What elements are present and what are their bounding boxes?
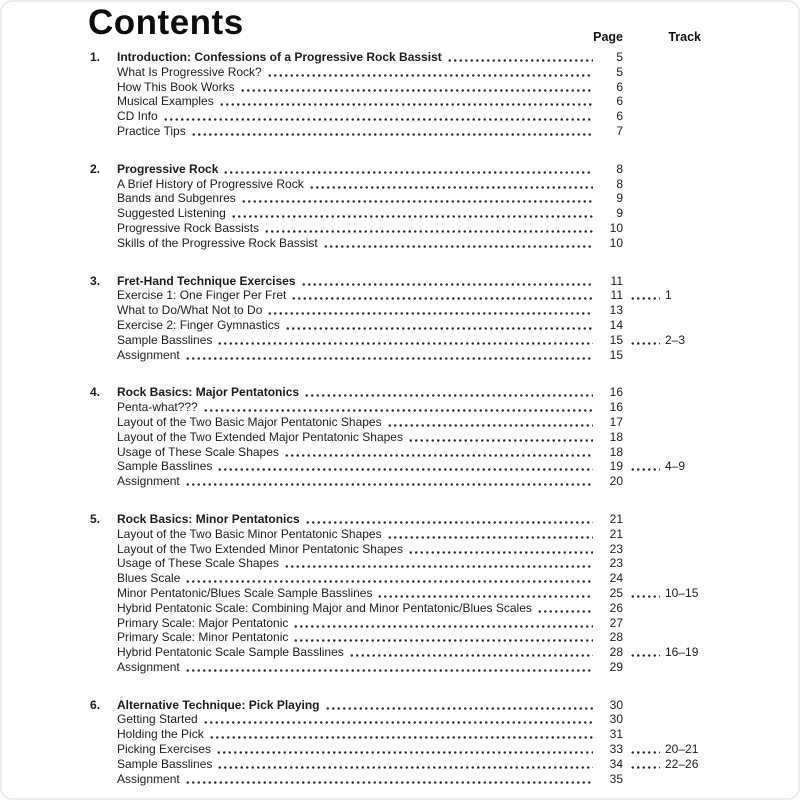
toc-section-heading-row [90,512,701,527]
toc-entry-title: Assignment [117,347,180,362]
dot-leader [408,542,593,557]
toc-section [90,698,701,787]
track-cell [623,162,701,177]
toc-entry-number [90,191,117,206]
page-number: 33 [609,742,623,757]
dot-leader [267,65,593,80]
track-dot-leader [630,645,660,660]
page-number: 24 [609,571,623,586]
toc-entry-number [90,124,117,139]
page-number: 35 [609,771,623,786]
toc-item-row [90,527,701,542]
track-cell [623,236,701,251]
page-number: 11 [610,288,623,303]
toc-entry-number [90,348,117,363]
toc-item-row [90,348,701,363]
toc-section [90,274,701,363]
toc-entry-title: A Brief History of Progressive Rock [117,176,304,191]
toc-entry-title: Layout of the Two Basic Minor Pentatonic Shapes [117,526,382,541]
toc-section [90,50,701,139]
toc-entry-title: Holding the Pick [117,727,204,742]
page-number: 23 [609,556,623,571]
dot-leader [223,162,593,177]
track-cell [623,400,701,415]
page-number: 27 [609,615,623,630]
track-dot-leader [630,288,660,303]
dot-leader [447,50,593,65]
toc-item-row [90,236,701,251]
track-cell [623,65,701,80]
toc-entry-title: Fret-Hand Technique Exercises [117,273,296,288]
toc-entry-number [90,288,117,303]
toc-entry-number: 4. [90,385,101,400]
page-number: 28 [609,630,623,645]
toc-item-row [90,333,701,348]
track-cell [623,80,701,95]
track-number: 4–9 [665,459,686,474]
dot-leader [185,348,593,363]
track-cell [623,191,701,206]
page-number: 26 [609,600,623,615]
toc-entry-number [90,318,117,333]
toc-entry-number [90,65,117,80]
track-cell [623,727,701,742]
toc-entry-number [90,727,117,742]
page-number: 6 [616,79,623,94]
dot-leader [185,660,593,675]
toc-entry-title: Layout of the Two Extended Major Pentatonic Shapes [117,429,403,444]
dot-leader [325,698,594,713]
toc-item-row [90,415,701,430]
toc-entry-number [90,80,117,95]
page-number: 5 [616,64,623,79]
toc-item-row [90,601,701,616]
page-number: 16 [609,385,623,400]
toc-entry-number [90,757,117,772]
toc-entry-number [90,556,117,571]
toc-entry-title: Blues Scale [117,571,181,586]
page-number: 29 [609,659,623,674]
page-number: 10 [609,235,623,250]
toc-item-row [90,191,701,206]
track-cell [623,288,701,303]
toc-item-row [90,742,701,757]
toc-item-row [90,206,701,221]
toc-item-row [90,571,701,586]
page-title: Contents [88,3,244,42]
dot-leader [217,333,593,348]
page-number: 6 [616,109,623,124]
dot-leader [377,586,593,601]
track-cell [623,274,701,289]
toc-item-row [90,727,701,742]
page-number: 23 [609,541,623,556]
toc-entry-title: Picking Exercises [117,742,212,757]
toc-entry-number [90,206,117,221]
track-cell [623,660,701,675]
page-number: 21 [609,511,623,526]
track-cell [623,542,701,557]
toc-item-row [90,712,701,727]
toc-entry-title: Progressive Rock Bassists [117,220,260,235]
toc-item-row [90,645,701,660]
toc-entry-title: Usage of These Scale Shapes [117,556,279,571]
toc-item-row [90,542,701,557]
track-number: 16–19 [665,645,699,660]
toc-item-row [90,94,701,109]
track-number: 1 [665,288,672,303]
track-cell [623,94,701,109]
toc-section [90,162,701,251]
toc-entry-title: Primary Scale: Major Pentatonic [117,615,289,630]
toc-entry-number [90,459,117,474]
dot-leader [304,385,593,400]
track-cell [623,772,701,787]
page-number: 15 [609,347,623,362]
track-cell [623,601,701,616]
toc-entry-number [90,542,117,557]
dot-leader [163,109,593,124]
toc-item-row [90,556,701,571]
track-dot-leader [630,333,660,348]
dot-leader [301,274,594,289]
dot-leader [387,415,593,430]
page-number: 18 [609,429,623,444]
dot-leader [219,94,593,109]
dot-leader [267,303,593,318]
dot-leader [209,727,593,742]
toc-entry-title: Musical Examples [117,94,214,109]
toc-entry-title: Introduction: Confessions of a Progressive Rock Bassist [117,50,442,64]
toc-item-row [90,65,701,80]
track-dot-leader [630,459,660,474]
page-number: 28 [609,645,623,660]
track-cell [623,124,701,139]
toc-entry-number [90,333,117,348]
toc-item-row [90,616,701,631]
track-number: 22–26 [665,756,699,771]
toc-entry-title: What to Do/What Not to Do [117,303,263,318]
toc-item-row [90,660,701,675]
toc-entry-number [90,94,117,109]
toc-entry-title: Layout of the Two Extended Minor Pentatonic Shapes [117,541,403,556]
toc-entry-title: Progressive Rock [117,161,219,176]
toc-entry-title: Usage of These Scale Shapes [117,444,279,459]
toc-item-row [90,303,701,318]
toc-entry-title: Exercise 2: Finger Gymnastics [117,317,280,332]
toc-entry-number [90,221,117,236]
toc-sections [2,50,798,786]
toc-entry-title: What Is Progressive Rock? [117,64,262,79]
toc-entry-number [90,772,117,787]
page-number: 8 [616,176,623,191]
page-number: 34 [609,756,623,771]
column-header-page: Page [593,30,623,44]
toc-item-row [90,318,701,333]
toc-entry-number [90,430,117,445]
page-number: 5 [616,50,623,64]
dot-leader [305,512,593,527]
column-header-track: Track [668,30,701,44]
page-number: 15 [609,332,623,347]
toc-entry-title: Exercise 1: One Finger Per Fret [117,288,287,303]
track-cell [623,512,701,527]
toc-section-heading-row [90,50,701,65]
toc-entry-title: Alternative Technique: Pick Playing [117,697,320,712]
toc-section-heading-row [90,162,701,177]
toc-entry-number: 5. [90,511,101,526]
track-cell [623,109,701,124]
toc-section-heading-row [90,698,701,713]
toc-section [90,385,701,489]
dot-leader [323,236,593,251]
dot-leader [291,288,593,303]
toc-entry-title: Getting Started [117,712,198,727]
toc-entry-number [90,742,117,757]
toc-entry-title: Skills of the Progressive Rock Bassist [117,235,318,250]
track-cell [623,712,701,727]
dot-leader [285,318,593,333]
track-cell [623,630,701,645]
toc-item-row [90,124,701,139]
dot-leader [217,757,593,772]
dot-leader [387,527,593,542]
toc-entry-title: Rock Basics: Major Pentatonics [117,385,300,400]
page-number: 7 [616,123,623,138]
page-number: 10 [609,220,623,235]
track-cell [623,527,701,542]
track-cell [623,742,701,757]
page-number: 19 [609,459,623,474]
toc-entry-title: Assignment [117,659,180,674]
toc-entry-title: Suggested Listening [117,206,226,221]
dot-leader [408,430,593,445]
track-cell [623,318,701,333]
toc-entry-title: Assignment [117,771,180,786]
dot-leader [191,124,593,139]
track-cell [623,645,701,660]
dot-leader [231,206,593,221]
toc-item-row [90,630,701,645]
track-cell [623,616,701,631]
toc-entry-number [90,616,117,631]
track-cell [623,556,701,571]
toc-entry-number [90,236,117,251]
track-cell [623,50,701,65]
toc-item-row [90,757,701,772]
track-dot-leader [630,742,660,757]
toc-item-row [90,586,701,601]
track-cell [623,206,701,221]
track-cell [623,698,701,713]
toc-section [90,512,701,675]
page-number: 14 [609,317,623,332]
page-number: 20 [609,474,623,489]
page-number: 13 [609,303,623,318]
track-cell [623,348,701,363]
track-dot-leader [630,586,660,601]
page-number: 9 [616,206,623,221]
dot-leader [264,221,593,236]
toc-item-row [90,459,701,474]
toc-entry-number [90,474,117,489]
dot-leader [240,80,593,95]
dot-leader [293,630,593,645]
toc-entry-number [90,660,117,675]
dot-leader [241,191,593,206]
toc-entry-number [90,445,117,460]
toc-item-row [90,430,701,445]
toc-entry-title: Penta-what??? [117,400,198,415]
toc-entry-title: Minor Pentatonic/Blues Scale Sample Basslines [117,585,373,600]
toc-entry-title: Assignment [117,474,180,489]
track-cell [623,459,701,474]
toc-entry-title: Bands and Subgenres [117,191,236,206]
track-cell [623,757,701,772]
dot-leader [349,645,593,660]
page-number: 11 [610,273,623,288]
dot-leader [185,571,593,586]
toc-entry-title: How This Book Works [117,79,235,94]
dot-leader [284,556,593,571]
track-dot-leader [630,757,660,772]
dot-leader [185,772,593,787]
toc-item-row [90,288,701,303]
toc-entry-number [90,645,117,660]
page-number: 6 [616,94,623,109]
page-number: 18 [609,444,623,459]
toc-entry-number [90,571,117,586]
toc-entry-title: Hybrid Pentatonic Scale: Combining Major and Minor Pentatonic/Blues Scales [117,600,532,615]
toc-item-row [90,445,701,460]
dot-leader [185,474,593,489]
toc-item-row [90,772,701,787]
track-number: 10–15 [665,585,699,600]
page-number: 30 [609,697,623,712]
page-number: 30 [609,712,623,727]
toc-entry-number: 2. [90,161,101,176]
track-cell [623,221,701,236]
dot-leader [217,459,593,474]
dot-leader [293,616,593,631]
toc-entry-number [90,177,117,192]
dot-leader [203,400,593,415]
toc-item-row [90,474,701,489]
toc-entry-title: Practice Tips [117,123,186,138]
toc-item-row [90,221,701,236]
page-number: 16 [609,400,623,415]
toc-entry-number [90,712,117,727]
toc-entry-number [90,303,117,318]
dot-leader [216,742,593,757]
toc-section-heading-row [90,385,701,400]
page-number: 25 [609,585,623,600]
dot-leader [309,177,593,192]
toc-entry-title: Layout of the Two Basic Major Pentatonic Shapes [117,414,382,429]
dot-leader [537,601,593,616]
toc-entry-number [90,109,117,124]
toc-item-row [90,400,701,415]
toc-entry-title: Sample Basslines [117,332,213,347]
toc-entry-number [90,415,117,430]
track-cell [623,415,701,430]
track-number: 20–21 [665,742,699,757]
track-cell [623,177,701,192]
toc-item-row [90,177,701,192]
track-cell [623,586,701,601]
dot-leader [284,445,593,460]
page-number: 17 [609,414,623,429]
toc-entry-title: Sample Basslines [117,756,213,771]
toc-entry-number [90,400,117,415]
track-cell [623,571,701,586]
toc-item-row [90,109,701,124]
toc-entry-number [90,601,117,616]
track-cell [623,333,701,348]
page-number: 21 [609,526,623,541]
toc-entry-number: 6. [90,697,101,712]
track-cell [623,303,701,318]
track-cell [623,385,701,400]
track-cell [623,430,701,445]
dot-leader [203,712,593,727]
track-cell [623,474,701,489]
track-number: 2–3 [665,332,686,347]
toc-entry-title: Sample Basslines [117,459,213,474]
toc-entry-number [90,630,117,645]
toc-entry-number: 3. [90,273,101,288]
toc-item-row [90,80,701,95]
page-number: 31 [609,727,623,742]
toc-entry-title: CD Info [117,109,158,124]
toc-entry-title: Hybrid Pentatonic Scale Sample Basslines [117,645,344,660]
page-number: 8 [616,161,623,176]
toc-section-heading-row [90,274,701,289]
track-cell [623,445,701,460]
toc-entry-title: Primary Scale: Minor Pentatonic [117,630,289,645]
toc-entry-title: Rock Basics: Minor Pentatonics [117,511,300,526]
page-number: 9 [616,191,623,206]
toc-entry-number [90,586,117,601]
toc-entry-number [90,527,117,542]
toc-entry-number: 1. [90,50,101,64]
